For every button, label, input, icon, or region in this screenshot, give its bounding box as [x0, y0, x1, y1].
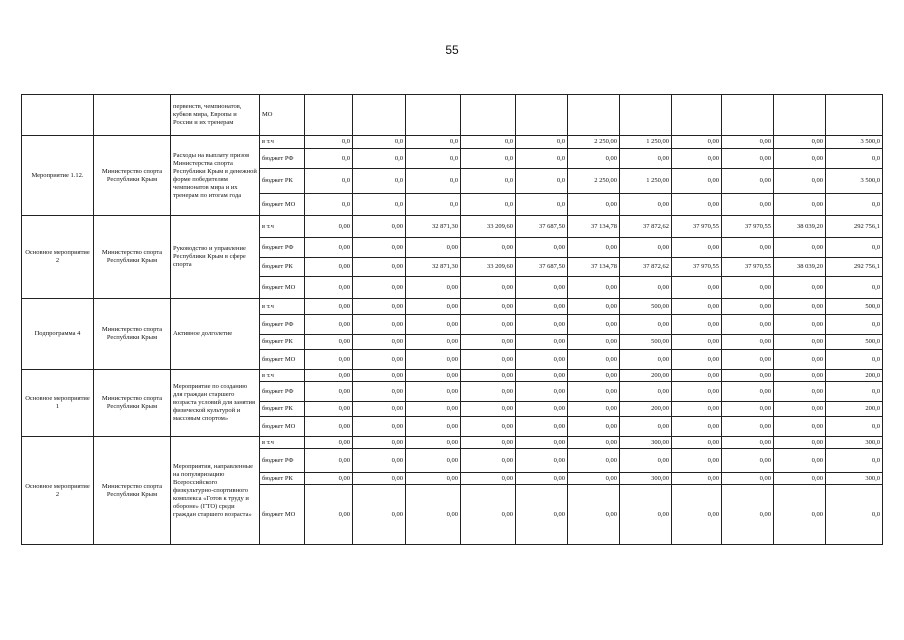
block-name-cell — [22, 95, 94, 136]
value-cell: 0,00 — [722, 335, 774, 350]
value-cell: 0,00 — [461, 473, 516, 485]
value-cell: 0,00 — [406, 350, 461, 370]
value-cell: 0,00 — [305, 449, 353, 473]
value-cell: 200,00 — [620, 402, 672, 417]
value-cell: 0,00 — [620, 449, 672, 473]
value-cell: 0,00 — [672, 402, 722, 417]
value-cell: 0,00 — [461, 350, 516, 370]
value-cell: 0,00 — [722, 315, 774, 335]
value-cell: 0,00 — [353, 350, 406, 370]
task-cell: Мероприятия, направленные на популяризацию Всероссийского физкультурно-спортивного комплекса «Готов к труду и обороне» (ГТО) среди граждан старшего возраста» — [171, 437, 260, 545]
value-cell — [722, 95, 774, 136]
value-cell: 0,0 — [353, 149, 406, 169]
table-row — [22, 437, 883, 449]
value-cell: 0,00 — [672, 370, 722, 382]
value-cell: 0,00 — [353, 335, 406, 350]
value-cell: 2 250,00 — [568, 169, 620, 194]
value-cell: 0,00 — [516, 417, 568, 437]
value-cell: 0,00 — [461, 449, 516, 473]
table-row — [22, 136, 883, 149]
funding-source-cell: бюджет РФ — [260, 238, 305, 258]
value-cell: 0,00 — [568, 382, 620, 402]
value-cell: 0,00 — [722, 169, 774, 194]
value-cell: 0,0 — [406, 136, 461, 149]
value-cell: 0,00 — [568, 449, 620, 473]
value-cell: 0,0 — [516, 194, 568, 216]
value-cell: 0,00 — [305, 417, 353, 437]
value-cell: 0,0 — [353, 194, 406, 216]
value-cell: 0,00 — [774, 370, 826, 382]
value-cell: 0,00 — [722, 350, 774, 370]
value-cell: 0,00 — [568, 370, 620, 382]
value-cell: 0,00 — [620, 485, 672, 545]
value-cell: 200,0 — [826, 370, 883, 382]
executor-cell: Министерство спорта Республики Крым — [94, 299, 171, 370]
value-cell: 0,0 — [826, 149, 883, 169]
value-cell: 0,00 — [620, 417, 672, 437]
value-cell: 0,0 — [826, 485, 883, 545]
funding-source-cell: бюджет РФ — [260, 382, 305, 402]
value-cell: 292 756,1 — [826, 258, 883, 277]
value-cell: 0,0 — [406, 194, 461, 216]
value-cell — [620, 95, 672, 136]
funding-source-cell: в т.ч — [260, 437, 305, 449]
value-cell: 1 250,00 — [620, 169, 672, 194]
value-cell: 0,0 — [305, 136, 353, 149]
value-cell: 0,00 — [774, 485, 826, 545]
value-cell — [305, 95, 353, 136]
value-cell: 32 871,30 — [406, 258, 461, 277]
task-cell: первенств, чемпионатов, кубков мира, Европы и России и их тренерам — [171, 95, 260, 136]
value-cell: 300,0 — [826, 437, 883, 449]
value-cell: 0,00 — [305, 258, 353, 277]
value-cell: 0,00 — [568, 194, 620, 216]
value-cell — [461, 95, 516, 136]
value-cell: 0,00 — [672, 238, 722, 258]
value-cell: 0,00 — [353, 437, 406, 449]
value-cell: 0,00 — [620, 149, 672, 169]
funding-source-cell: бюджет РФ — [260, 149, 305, 169]
value-cell — [353, 95, 406, 136]
value-cell: 0,00 — [461, 315, 516, 335]
value-cell: 0,00 — [722, 417, 774, 437]
budget-table — [21, 94, 883, 545]
value-cell: 0,00 — [620, 238, 672, 258]
value-cell: 37 687,50 — [516, 258, 568, 277]
value-cell: 0,00 — [568, 402, 620, 417]
value-cell: 0,00 — [305, 485, 353, 545]
value-cell: 0,00 — [722, 277, 774, 299]
value-cell: 0,00 — [461, 417, 516, 437]
table-row — [22, 299, 883, 315]
value-cell: 3 500,0 — [826, 169, 883, 194]
value-cell: 0,0 — [305, 194, 353, 216]
value-cell: 0,00 — [305, 473, 353, 485]
value-cell: 0,00 — [353, 277, 406, 299]
value-cell — [516, 95, 568, 136]
value-cell: 0,00 — [672, 473, 722, 485]
value-cell: 292 756,1 — [826, 216, 883, 238]
table-row — [22, 370, 883, 382]
value-cell: 0,00 — [620, 315, 672, 335]
value-cell: 0,00 — [722, 382, 774, 402]
value-cell: 0,00 — [516, 473, 568, 485]
block-name-cell: Основное мероприятие 2 — [22, 216, 94, 299]
value-cell: 200,00 — [620, 370, 672, 382]
value-cell: 0,00 — [406, 417, 461, 437]
value-cell: 0,00 — [620, 382, 672, 402]
value-cell: 0,00 — [353, 238, 406, 258]
value-cell: 0,00 — [516, 370, 568, 382]
funding-source-cell: бюджет РФ — [260, 449, 305, 473]
value-cell: 0,00 — [305, 238, 353, 258]
value-cell: 0,00 — [774, 169, 826, 194]
value-cell: 0,00 — [406, 449, 461, 473]
executor-cell: Министерство спорта Республики Крым — [94, 437, 171, 545]
value-cell: 0,00 — [774, 136, 826, 149]
value-cell: 0,00 — [722, 194, 774, 216]
value-cell: 0,00 — [672, 350, 722, 370]
value-cell: 0,00 — [672, 382, 722, 402]
value-cell: 0,00 — [353, 299, 406, 315]
executor-cell: Министерство спорта Республики Крым — [94, 370, 171, 437]
value-cell: 0,0 — [826, 382, 883, 402]
value-cell: 0,00 — [461, 382, 516, 402]
value-cell: 2 250,00 — [568, 136, 620, 149]
value-cell: 0,00 — [406, 437, 461, 449]
table-row — [22, 216, 883, 238]
value-cell: 0,00 — [406, 473, 461, 485]
funding-source-cell: бюджет РК — [260, 258, 305, 277]
value-cell: 0,0 — [353, 169, 406, 194]
value-cell: 0,00 — [516, 382, 568, 402]
value-cell: 0,00 — [774, 382, 826, 402]
value-cell: 0,0 — [461, 136, 516, 149]
value-cell — [826, 95, 883, 136]
value-cell: 0,00 — [353, 473, 406, 485]
value-cell: 0,00 — [620, 194, 672, 216]
value-cell: 0,00 — [406, 238, 461, 258]
value-cell: 0,0 — [516, 149, 568, 169]
value-cell: 0,00 — [461, 335, 516, 350]
value-cell: 0,0 — [826, 238, 883, 258]
value-cell: 0,00 — [672, 149, 722, 169]
value-cell: 37 970,55 — [672, 216, 722, 238]
value-cell: 0,00 — [672, 277, 722, 299]
executor-cell — [94, 95, 171, 136]
value-cell: 0,00 — [353, 449, 406, 473]
funding-source-cell: бюджет РК — [260, 335, 305, 350]
value-cell: 0,00 — [774, 350, 826, 370]
value-cell: 0,00 — [672, 194, 722, 216]
value-cell: 0,00 — [406, 382, 461, 402]
value-cell: 0,00 — [305, 437, 353, 449]
value-cell: 37 970,55 — [722, 216, 774, 238]
value-cell: 0,00 — [516, 402, 568, 417]
value-cell: 37 970,55 — [722, 258, 774, 277]
value-cell: 0,0 — [516, 169, 568, 194]
value-cell: 0,00 — [305, 402, 353, 417]
value-cell: 0,00 — [774, 315, 826, 335]
value-cell — [672, 95, 722, 136]
value-cell: 0,00 — [568, 350, 620, 370]
value-cell: 0,00 — [516, 335, 568, 350]
value-cell: 0,00 — [568, 238, 620, 258]
task-cell: Руководство и управление Республики Крым в сфере спорта — [171, 216, 260, 299]
executor-cell: Министерство спорта Республики Крым — [94, 216, 171, 299]
value-cell: 0,00 — [406, 335, 461, 350]
value-cell: 0,0 — [516, 136, 568, 149]
value-cell: 0,00 — [353, 402, 406, 417]
value-cell: 0,00 — [774, 335, 826, 350]
value-cell: 0,0 — [461, 194, 516, 216]
value-cell: 37 872,62 — [620, 216, 672, 238]
value-cell: 0,00 — [774, 299, 826, 315]
value-cell: 0,00 — [516, 485, 568, 545]
value-cell: 0,00 — [406, 315, 461, 335]
value-cell: 0,00 — [461, 277, 516, 299]
value-cell: 0,00 — [620, 277, 672, 299]
value-cell: 0,00 — [353, 258, 406, 277]
value-cell: 0,00 — [568, 417, 620, 437]
value-cell: 0,00 — [774, 449, 826, 473]
value-cell: 0,0 — [353, 136, 406, 149]
value-cell: 0,00 — [568, 149, 620, 169]
value-cell: 0,00 — [672, 417, 722, 437]
value-cell: 0,00 — [672, 169, 722, 194]
value-cell: 0,00 — [722, 299, 774, 315]
value-cell: 0,00 — [305, 216, 353, 238]
value-cell: 0,0 — [826, 417, 883, 437]
value-cell: 0,0 — [406, 169, 461, 194]
value-cell: 0,00 — [774, 437, 826, 449]
value-cell: 0,00 — [353, 485, 406, 545]
value-cell: 500,0 — [826, 299, 883, 315]
funding-source-cell: бюджет РК — [260, 402, 305, 417]
value-cell: 0,00 — [516, 449, 568, 473]
value-cell: 0,00 — [568, 315, 620, 335]
value-cell: 0,00 — [774, 149, 826, 169]
value-cell: 200,0 — [826, 402, 883, 417]
value-cell: 0,00 — [672, 335, 722, 350]
value-cell: 0,00 — [461, 370, 516, 382]
value-cell: 0,00 — [672, 299, 722, 315]
value-cell — [406, 95, 461, 136]
value-cell: 0,00 — [406, 402, 461, 417]
value-cell: 300,00 — [620, 473, 672, 485]
funding-source-cell: бюджет РФ — [260, 315, 305, 335]
value-cell: 0,0 — [461, 169, 516, 194]
value-cell: 0,00 — [620, 350, 672, 370]
value-cell: 0,0 — [826, 277, 883, 299]
value-cell: 0,00 — [461, 299, 516, 315]
value-cell: 3 500,0 — [826, 136, 883, 149]
funding-source-cell: бюджет МО — [260, 417, 305, 437]
value-cell: 0,00 — [461, 437, 516, 449]
block-name-cell: Подпрограмма 4 — [22, 299, 94, 370]
value-cell: 0,00 — [406, 370, 461, 382]
value-cell: 0,00 — [722, 485, 774, 545]
task-cell: Активное долголетие — [171, 299, 260, 370]
value-cell: 500,00 — [620, 299, 672, 315]
value-cell: 0,0 — [461, 149, 516, 169]
block-name-cell: Основное мероприятие 2 — [22, 437, 94, 545]
value-cell: 37 970,55 — [672, 258, 722, 277]
value-cell: 0,00 — [774, 238, 826, 258]
funding-source-cell: в т.ч — [260, 136, 305, 149]
value-cell: 0,00 — [722, 238, 774, 258]
executor-cell: Министерство спорта Республики Крым — [94, 136, 171, 216]
value-cell — [568, 95, 620, 136]
task-cell: Расходы на выплату призов Министерства спорта Республики Крым в денежной форме победителям чемпионатов мира и их тренерам по итогам года — [171, 136, 260, 216]
value-cell: 0,00 — [516, 437, 568, 449]
value-cell: 0,00 — [722, 402, 774, 417]
value-cell: 0,00 — [516, 277, 568, 299]
value-cell: 0,0 — [406, 149, 461, 169]
value-cell: 0,00 — [568, 485, 620, 545]
value-cell: 0,0 — [305, 149, 353, 169]
value-cell: 0,00 — [774, 277, 826, 299]
value-cell: 0,00 — [568, 473, 620, 485]
value-cell: 0,00 — [568, 335, 620, 350]
value-cell: 300,0 — [826, 473, 883, 485]
value-cell: 0,00 — [516, 315, 568, 335]
funding-source-cell: в т.ч — [260, 216, 305, 238]
value-cell: 0,00 — [722, 370, 774, 382]
funding-source-cell: МО — [260, 95, 305, 136]
funding-source-cell: бюджет РК — [260, 473, 305, 485]
value-cell: 300,00 — [620, 437, 672, 449]
funding-source-cell: бюджет МО — [260, 350, 305, 370]
funding-source-cell: в т.ч — [260, 370, 305, 382]
value-cell: 0,00 — [305, 299, 353, 315]
value-cell: 0,00 — [406, 277, 461, 299]
value-cell: 500,0 — [826, 335, 883, 350]
value-cell: 0,00 — [774, 194, 826, 216]
task-cell: Мероприятие по созданию для граждан старшего возраста условий для занятия физической культурой и массовым спортом» — [171, 370, 260, 437]
value-cell: 32 871,30 — [406, 216, 461, 238]
funding-source-cell: бюджет РК — [260, 169, 305, 194]
value-cell: 0,00 — [305, 277, 353, 299]
value-cell: 0,00 — [722, 449, 774, 473]
value-cell: 0,00 — [305, 315, 353, 335]
value-cell: 33 209,60 — [461, 258, 516, 277]
value-cell: 0,00 — [516, 350, 568, 370]
value-cell: 0,0 — [826, 449, 883, 473]
page-number: 55 — [445, 43, 459, 57]
value-cell: 0,00 — [516, 238, 568, 258]
value-cell: 0,00 — [305, 335, 353, 350]
value-cell: 0,00 — [461, 238, 516, 258]
value-cell: 0,00 — [774, 417, 826, 437]
value-cell: 0,00 — [461, 485, 516, 545]
value-cell: 0,00 — [568, 277, 620, 299]
value-cell: 0,00 — [722, 149, 774, 169]
funding-source-cell: в т.ч — [260, 299, 305, 315]
value-cell: 0,00 — [774, 402, 826, 417]
value-cell: 0,00 — [353, 315, 406, 335]
value-cell: 0,00 — [461, 402, 516, 417]
value-cell: 0,00 — [672, 449, 722, 473]
value-cell: 0,0 — [826, 194, 883, 216]
value-cell: 37 687,50 — [516, 216, 568, 238]
funding-source-cell: бюджет МО — [260, 194, 305, 216]
funding-source-cell: бюджет МО — [260, 277, 305, 299]
funding-source-cell: бюджет МО — [260, 485, 305, 545]
value-cell: 500,00 — [620, 335, 672, 350]
value-cell: 0,00 — [353, 417, 406, 437]
value-cell: 0,00 — [672, 437, 722, 449]
block-name-cell: Мероприятие 1.12. — [22, 136, 94, 216]
value-cell: 0,00 — [406, 299, 461, 315]
value-cell: 37 134,78 — [568, 216, 620, 238]
value-cell: 0,0 — [305, 169, 353, 194]
value-cell: 0,00 — [722, 473, 774, 485]
table-row — [22, 95, 883, 136]
value-cell: 0,00 — [568, 437, 620, 449]
value-cell: 0,0 — [826, 350, 883, 370]
value-cell: 0,00 — [353, 370, 406, 382]
value-cell: 0,00 — [672, 136, 722, 149]
value-cell: 0,00 — [774, 473, 826, 485]
value-cell: 38 039,20 — [774, 216, 826, 238]
value-cell: 0,00 — [305, 382, 353, 402]
value-cell: 38 039,20 — [774, 258, 826, 277]
value-cell: 1 250,00 — [620, 136, 672, 149]
value-cell: 0,00 — [406, 485, 461, 545]
value-cell: 0,00 — [672, 485, 722, 545]
value-cell: 0,00 — [305, 350, 353, 370]
value-cell: 0,00 — [568, 299, 620, 315]
value-cell: 37 134,78 — [568, 258, 620, 277]
value-cell: 37 872,62 — [620, 258, 672, 277]
value-cell: 0,0 — [826, 315, 883, 335]
block-name-cell: Основное мероприятие 1 — [22, 370, 94, 437]
value-cell: 33 209,60 — [461, 216, 516, 238]
value-cell — [774, 95, 826, 136]
value-cell: 0,00 — [305, 370, 353, 382]
value-cell: 0,00 — [722, 437, 774, 449]
value-cell: 0,00 — [353, 382, 406, 402]
value-cell: 0,00 — [672, 315, 722, 335]
value-cell: 0,00 — [722, 136, 774, 149]
value-cell: 0,00 — [353, 216, 406, 238]
value-cell: 0,00 — [516, 299, 568, 315]
